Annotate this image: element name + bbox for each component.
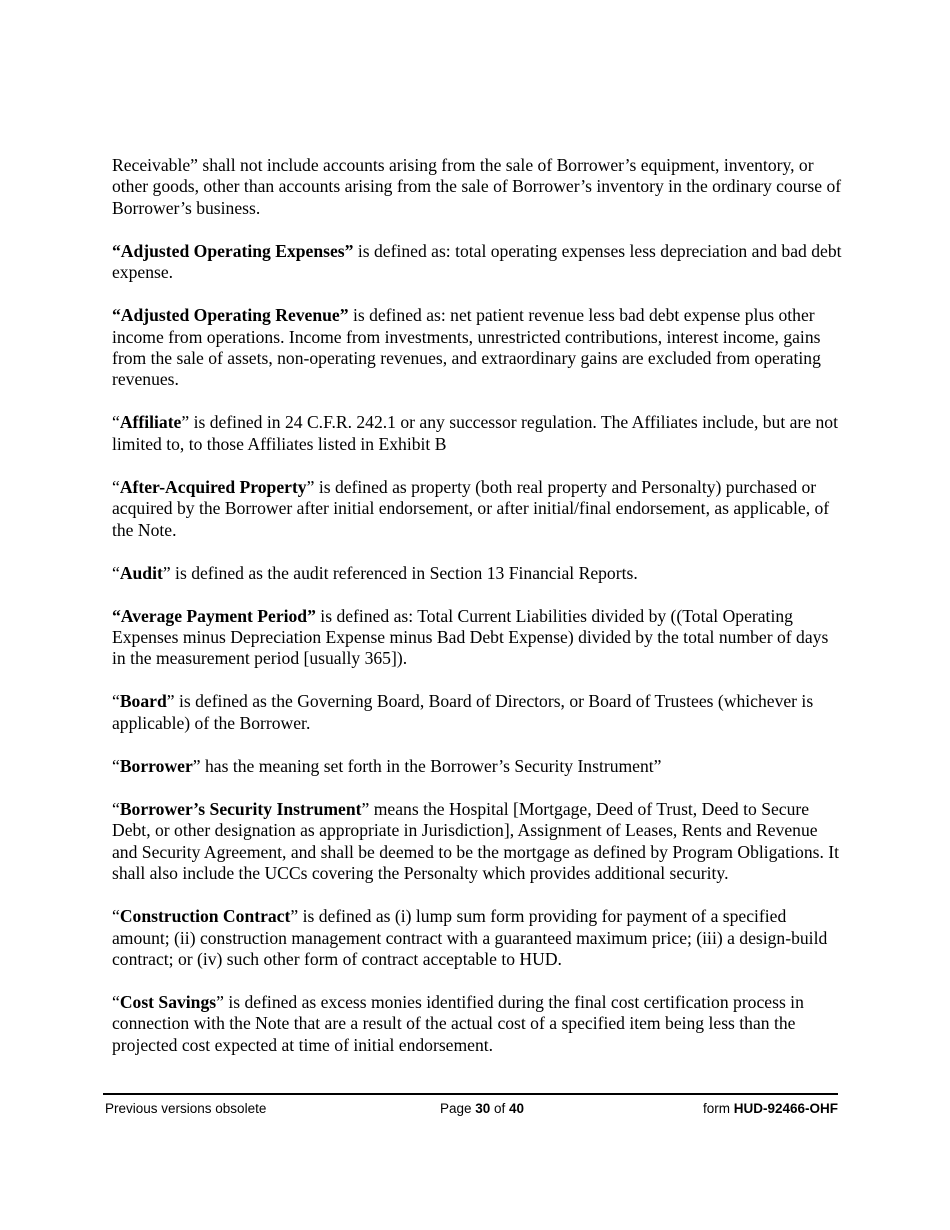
- definition-adjusted-operating-revenue: [112, 305, 842, 391]
- definition-term: Audit: [119, 562, 163, 583]
- term-open-quote: “: [112, 798, 120, 819]
- footer-form-id: [703, 1101, 838, 1116]
- definition-construction-contract: [112, 906, 842, 970]
- term-open-quote: “: [112, 991, 120, 1012]
- definition-term: Board: [119, 691, 167, 712]
- definition-average-payment-period: [112, 606, 842, 670]
- definition-cost-savings: [112, 992, 842, 1056]
- definition-text: is defined as (i) lump sum form providing for payment of a specified amount; (ii) construction management contract with a guaranteed maximum price; (iii) a design-build contract; or (iv) such other form of contract acceptable to HUD.: [112, 906, 828, 969]
- definition-term: Affiliate: [119, 412, 182, 433]
- definition-borrower: [112, 756, 842, 777]
- total-pages: 40: [509, 1101, 525, 1116]
- definition-text: has the meaning set forth in the Borrower’s Security Instrument”: [200, 755, 662, 776]
- definition-text: means the Hospital [Mortgage, Deed of Trust, Deed to Secure Debt, or other designation as appropriate in Jurisdiction], Assignment of Leases, Rents and Revenue and Security Agreement, and shall be deemed to be the mortgage as defined by Program Obligations. It shall also include the UCCs covering the Personalty which provides additional security.: [112, 798, 840, 884]
- definition-board: [112, 691, 842, 734]
- definition-text: is defined as: total operating expenses less depreciation and bad debt expense.: [112, 240, 842, 283]
- term-open-quote: “: [112, 476, 120, 497]
- term-open-quote: “: [112, 691, 120, 712]
- term-close-quote: ”: [216, 991, 224, 1012]
- definition-term: Borrower’s Security Instrument: [119, 798, 362, 819]
- intro-paragraph: Receivable” shall not include accounts arising from the sale of Borrower’s equipment, inventory, or other goods, other than accounts arising from the sale of Borrower’s inventory in the ordinary course of Borrower’s business.: [112, 155, 842, 218]
- definition-affiliate: [112, 412, 842, 455]
- term-close-quote: ”: [162, 562, 171, 583]
- definition-borrowers-security-instrument: [112, 799, 842, 885]
- definition-term: Construction Contract: [119, 906, 291, 927]
- term-close-quote: ”: [181, 412, 190, 433]
- definition-term: “Average Payment Period”: [112, 605, 316, 626]
- definition-text: is defined as the audit referenced in Section 13 Financial Reports.: [170, 562, 638, 583]
- page-label: Page: [439, 1101, 476, 1116]
- term-open-quote: “: [112, 906, 120, 927]
- term-open-quote: “: [112, 755, 120, 776]
- definition-term: “Adjusted Operating Revenue”: [112, 305, 349, 326]
- definition-text: is defined in 24 C.F.R. 242.1 or any successor regulation. The Affiliates include, but are not limited to, to those Affiliates listed in Exhibit B: [112, 412, 838, 454]
- definition-term: After-Acquired Property: [119, 476, 307, 497]
- definition-text: is defined as the Governing Board, Board of Directors, or Board of Trustees (whichever is applicable) of the Borrower.: [112, 691, 814, 733]
- definition-text: is defined as excess monies identified during the final cost certification process in connection with the Note that are a result of the actual cost of a specified item being less than the projected cost expected at time of initial endorsement.: [112, 991, 804, 1055]
- current-page: 30: [475, 1101, 491, 1116]
- definition-term: Borrower: [119, 755, 193, 776]
- document-body: [112, 155, 842, 1078]
- term-close-quote: ”: [361, 798, 370, 819]
- form-number: HUD-92466-OHF: [733, 1101, 838, 1116]
- definition-after-acquired-property: [112, 477, 842, 541]
- definition-text: is defined as property (both real property and Personalty) purchased or acquired by the Borrower after initial endorsement, or after initial/final endorsement, as applicable, of the Note.: [112, 476, 830, 540]
- definition-audit: [112, 563, 842, 584]
- page-of-label: of: [490, 1101, 510, 1116]
- footer-divider: [103, 1093, 838, 1095]
- footer-obsolete-note: Previous versions obsolete: [105, 1101, 267, 1116]
- definition-adjusted-operating-expenses: [112, 241, 842, 284]
- term-open-quote: “: [112, 412, 120, 433]
- term-close-quote: ”: [306, 476, 315, 497]
- term-close-quote: ”: [166, 691, 175, 712]
- definition-text: is defined as: Total Current Liabilities divided by ((Total Operating Expenses minus Depreciation Expense minus Bad Debt Expense) divided by the total number of days in the measurement period [usually 365]).: [112, 605, 829, 669]
- term-close-quote: ”: [290, 906, 299, 927]
- term-open-quote: “: [112, 562, 120, 583]
- form-label: form: [702, 1101, 734, 1116]
- term-close-quote: ”: [192, 755, 201, 776]
- definition-text: is defined as: net patient revenue less bad debt expense plus other income from operations. Income from investments, unrestricted contributions, interest income, gains from the sale of assets, non-operating revenues, and extraordinary gains are excluded from operating revenues.: [112, 305, 821, 390]
- definition-term: “Adjusted Operating Expenses”: [112, 240, 354, 261]
- definition-term: Cost Savings: [119, 991, 217, 1012]
